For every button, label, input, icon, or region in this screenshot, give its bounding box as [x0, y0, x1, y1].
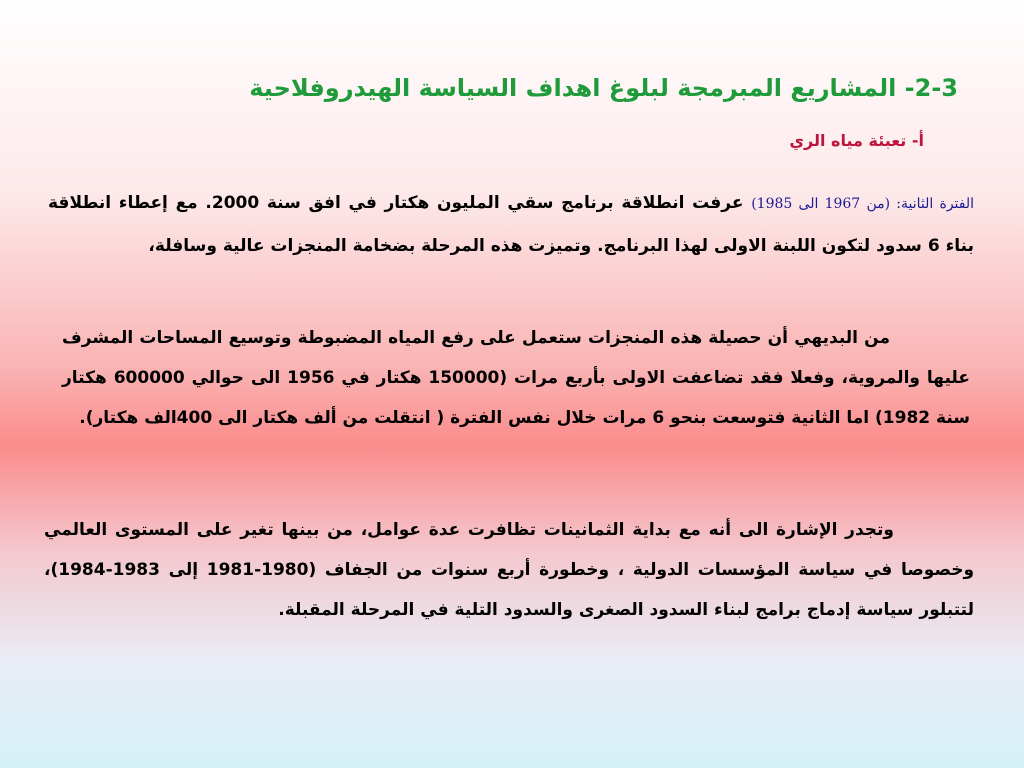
slide-title: 2-3- المشاريع المبرمجة لبلوغ اهداف السياسة الهيدروفلاحية [249, 74, 958, 102]
paragraph-first-period [48, 182, 974, 267]
paragraph-first-text: عرفت انطلاقة برنامج سقي المليون هكتار في افق سنة 2000. مع إعطاء انطلاقة بناء 6 سدود لتكون اللبنة الاولى لهذا البرنامج. وتميزت هذه المرحلة بضخامة المنجزات عالية وسافلة، [48, 193, 974, 256]
paragraph-eighties: وتجدر الإشارة الى أنه مع بداية الثمانينات تظافرت عدة عوامل، من بينها تغير على المستوى العالمي وخصوصا في سياسة المؤسسات الدولية ، وخطورة أربع سنوات من الجفاف (1980-1981 إلى 1983-1984)، لتتبلور سياسة إدماج برامج لبناء السدود الصغرى والسدود التلية في المرحلة المقبلة. [44, 520, 975, 620]
paragraph-achievements: من البديهي أن حصيلة هذه المنجزات ستعمل على رفع المياه المضبوطة وتوسيع المساحات المشرف عليها والمروية، وفعلا فقد تضاعفت الاولى بأربع مرات (150000 هكتار في 1956 الى حوالي 600000 هكتار سنة 1982) اما الثانية فتوسعت بنحو 6 مرات خلال نفس الفترة ( انتقلت من ألف هكتار الى 400الف هكتار). [62, 328, 970, 428]
period-label: الفترة الثانية: (من 1967 الى 1985) [751, 196, 975, 212]
section-subtitle: أ- تعبئة مياه الري [789, 131, 924, 150]
